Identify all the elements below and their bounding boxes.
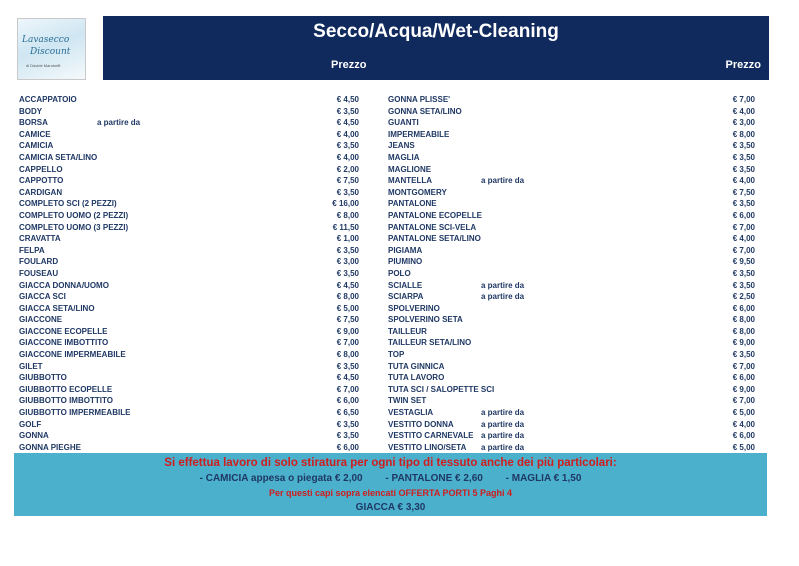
price-row — [19, 187, 359, 199]
item-price: € 4,00 — [732, 419, 755, 429]
price-row — [388, 419, 755, 431]
price-row — [19, 326, 359, 338]
price-row — [388, 256, 755, 268]
item-price: € 4,50 — [336, 95, 359, 104]
price-row — [19, 419, 359, 431]
item-price: € 3,50 — [732, 199, 755, 209]
item-note: a partire da — [481, 280, 525, 290]
item-name: PIUMINO — [388, 257, 423, 267]
item-name: VESTITO CARNEVALE — [388, 431, 474, 441]
item-price: € 4,50 — [336, 373, 359, 383]
item-price: € 6,00 — [732, 210, 755, 220]
price-row — [388, 372, 755, 384]
item-price: € 7,00 — [732, 361, 755, 371]
price-row — [388, 395, 755, 407]
price-row — [19, 395, 359, 407]
price-row — [19, 129, 359, 141]
price-row — [19, 233, 359, 245]
item-name: TUTA SCI / SALOPETTE SCI — [388, 384, 495, 394]
item-note: a partire da — [481, 408, 525, 418]
item-price: € 7,50 — [336, 315, 359, 325]
price-row — [388, 337, 755, 349]
item-name: PIGIAMA — [388, 245, 423, 255]
price-row — [388, 152, 755, 164]
item-name: PANTALONE — [388, 199, 437, 209]
price-row — [388, 222, 755, 234]
item-name: TUTA LAVORO — [388, 373, 445, 383]
item-name: GIACCONE ECOPELLE — [19, 326, 108, 336]
ironing-price-maglia: - MAGLIA € 1,50 — [505, 473, 582, 484]
price-row — [19, 164, 359, 176]
item-name: GONNA PLISSE' — [388, 95, 451, 104]
ironing-prices — [14, 473, 767, 484]
item-price: € 3,50 — [732, 164, 755, 174]
item-price: € 6,00 — [336, 442, 359, 452]
item-name: GIACCA SCI — [19, 292, 66, 302]
item-name: SCIALLE — [388, 280, 423, 290]
item-price: € 3,50 — [336, 106, 359, 116]
page-title: Secco/Acqua/Wet-Cleaning — [313, 21, 559, 42]
item-name: GIACCONE IMBOTTITO — [19, 338, 109, 348]
logo-line-3: di Davide Mandorffi — [26, 63, 61, 68]
item-price: € 7,00 — [336, 384, 359, 394]
price-row — [19, 245, 359, 257]
price-row — [388, 129, 755, 141]
item-name: MONTGOMERY — [388, 187, 447, 197]
item-price: € 4,00 — [732, 176, 755, 186]
item-note: a partire da — [481, 292, 525, 302]
item-price: € 16,00 — [332, 199, 359, 209]
item-name: TAILLEUR SETA/LINO — [388, 338, 472, 348]
item-name: VESTAGLIA — [388, 408, 434, 418]
item-name: BODY — [19, 106, 43, 116]
price-row — [388, 384, 755, 396]
shop-logo — [17, 18, 86, 80]
item-name: GIUBBOTTO IMBOTTITO — [19, 396, 113, 406]
ironing-notice: Si effettua lavoro di solo stiratura per ogni tipo di tessuto anche dei più particolari: — [164, 457, 617, 469]
price-row — [388, 210, 755, 222]
item-price: € 4,50 — [336, 280, 359, 290]
logo-line-1: Lavasecco — [22, 35, 70, 45]
price-row — [19, 106, 359, 118]
item-name: COMPLETO SCI (2 PEZZI) — [19, 199, 117, 209]
item-name: GIUBBOTTO ECOPELLE — [19, 384, 113, 394]
price-row — [388, 326, 755, 338]
price-row — [388, 349, 755, 361]
item-name: MAGLIA — [388, 152, 420, 162]
item-price: € 7,50 — [336, 176, 359, 186]
item-price: € 3,50 — [336, 361, 359, 371]
item-name: GIACCA SETA/LINO — [19, 303, 95, 313]
item-name: BORSA — [19, 118, 48, 128]
item-price: € 3,50 — [732, 350, 755, 360]
item-name: FOULARD — [19, 257, 59, 267]
item-name: ACCAPPATOIO — [19, 95, 77, 104]
item-price: € 9,00 — [336, 326, 359, 336]
price-row — [19, 268, 359, 280]
item-name: COMPLETO UOMO (3 PEZZI) — [19, 222, 129, 232]
item-price: € 8,00 — [732, 315, 755, 325]
item-name: CAPPOTTO — [19, 176, 64, 186]
item-name: CAMICIA — [19, 141, 54, 151]
item-name: TWIN SET — [388, 396, 427, 406]
item-price: € 3,50 — [336, 245, 359, 255]
item-name: MANTELLA — [388, 176, 432, 186]
price-row — [388, 291, 755, 303]
item-price: € 3,50 — [336, 419, 359, 429]
item-price: € 6,00 — [732, 373, 755, 383]
item-name: GILET — [19, 361, 43, 371]
item-name: SPOLVERINO — [388, 303, 440, 313]
item-name: GIUBBOTTO IMPERMEABILE — [19, 408, 131, 418]
item-price: € 5,00 — [732, 408, 755, 418]
item-price: € 5,00 — [732, 442, 755, 452]
item-price: € 7,50 — [732, 187, 755, 197]
price-row — [388, 280, 755, 292]
item-name: GOLF — [19, 419, 42, 429]
item-price: € 4,00 — [336, 152, 359, 162]
price-row — [388, 94, 755, 106]
price-row — [388, 164, 755, 176]
item-price: € 3,50 — [336, 268, 359, 278]
price-list-left — [19, 94, 359, 453]
price-row — [388, 233, 755, 245]
price-row — [19, 314, 359, 326]
item-name: CAMICIA SETA/LINO — [19, 152, 98, 162]
price-row — [19, 384, 359, 396]
item-price: € 9,50 — [732, 257, 755, 267]
logo-line-2: Discount — [30, 47, 71, 57]
item-price: € 4,00 — [732, 106, 755, 116]
item-price: € 7,00 — [732, 396, 755, 406]
item-name: GONNA PIEGHE — [19, 442, 81, 452]
item-price: € 9,00 — [732, 384, 755, 394]
price-header-left: Prezzo — [331, 59, 367, 71]
item-name: PANTALONE SCI-VELA — [388, 222, 477, 232]
item-price: € 3,50 — [336, 187, 359, 197]
item-name: VESTITO DONNA — [388, 419, 454, 429]
price-row — [388, 117, 755, 129]
price-row — [388, 314, 755, 326]
item-price: € 3,50 — [732, 152, 755, 162]
item-name: POLO — [388, 268, 411, 278]
item-name: TOP — [388, 350, 405, 360]
item-name: GIACCA DONNA/UOMO — [19, 280, 109, 290]
price-row — [19, 349, 359, 361]
item-price: € 4,50 — [336, 118, 359, 128]
price-row — [19, 198, 359, 210]
price-list-right — [388, 94, 755, 453]
item-note: a partire da — [97, 118, 141, 128]
price-row — [19, 152, 359, 164]
price-row — [19, 94, 359, 106]
item-price: € 7,00 — [732, 245, 755, 255]
price-row — [388, 442, 755, 454]
item-price: € 8,00 — [336, 210, 359, 220]
item-price: € 4,00 — [732, 234, 755, 244]
item-price: € 6,50 — [336, 408, 359, 418]
price-row — [19, 337, 359, 349]
ironing-price-giacca: GIACCA € 3,30 — [355, 502, 426, 513]
item-name: CAMICE — [19, 129, 51, 139]
offer-notice: Per questi capi sopra elencati OFFERTA PORTI 5 Paghi 4 — [268, 488, 513, 498]
price-row — [19, 430, 359, 442]
item-price: € 5,00 — [336, 303, 359, 313]
item-price: € 3,50 — [732, 141, 755, 151]
item-price: € 3,50 — [732, 280, 755, 290]
footer-panel — [14, 453, 767, 516]
price-row — [19, 222, 359, 234]
price-row — [19, 175, 359, 187]
item-price: € 3,50 — [336, 141, 359, 151]
item-name: GONNA SETA/LINO — [388, 106, 462, 116]
item-name: PANTALONE SETA/LINO — [388, 234, 481, 244]
item-price: € 8,00 — [336, 350, 359, 360]
item-name: IMPERMEABILE — [388, 129, 450, 139]
item-name: JEANS — [388, 141, 415, 151]
item-price: € 3,00 — [732, 118, 755, 128]
item-name: FELPA — [19, 245, 45, 255]
item-name: FOUSEAU — [19, 268, 59, 278]
price-row — [19, 442, 359, 454]
item-price: € 2,00 — [336, 164, 359, 174]
price-row — [388, 361, 755, 373]
item-price: € 9,00 — [732, 338, 755, 348]
price-row — [19, 361, 359, 373]
item-name: CARDIGAN — [19, 187, 63, 197]
item-price: € 8,00 — [732, 326, 755, 336]
item-price: € 7,00 — [336, 338, 359, 348]
item-name: TAILLEUR — [388, 326, 427, 336]
item-name: GONNA — [19, 431, 49, 441]
ironing-price-pantalone: - PANTALONE € 2,60 — [385, 473, 483, 484]
item-name: GIACCONE IMPERMEABILE — [19, 350, 126, 360]
price-row — [19, 407, 359, 419]
price-row — [19, 117, 359, 129]
item-name: GIUBBOTTO — [19, 373, 67, 383]
item-price: € 3,50 — [336, 431, 359, 441]
price-row — [19, 210, 359, 222]
item-note: a partire da — [481, 176, 525, 186]
item-price: € 3,50 — [732, 268, 755, 278]
item-name: SCIARPA — [388, 292, 424, 302]
price-row — [388, 140, 755, 152]
item-note: a partire da — [481, 431, 525, 441]
item-name: MAGLIONE — [388, 164, 432, 174]
item-price: € 1,00 — [336, 234, 359, 244]
item-name: GIACCONE — [19, 315, 63, 325]
item-name: CRAVATTA — [19, 234, 61, 244]
item-name: GUANTI — [388, 118, 419, 128]
item-price: € 11,50 — [332, 222, 359, 232]
price-row — [388, 407, 755, 419]
item-name: CAPPELLO — [19, 164, 63, 174]
price-row — [388, 430, 755, 442]
item-name: VESTITO LINO/SETA — [388, 442, 467, 452]
price-row — [19, 291, 359, 303]
item-price: € 8,00 — [732, 129, 755, 139]
item-price: € 3,00 — [336, 257, 359, 267]
item-price: € 7,00 — [732, 222, 755, 232]
price-row — [19, 280, 359, 292]
item-note: a partire da — [481, 442, 525, 452]
item-price: € 7,00 — [732, 95, 755, 104]
item-price: € 2,50 — [732, 292, 755, 302]
item-name: SPOLVERINO SETA — [388, 315, 463, 325]
item-name: PANTALONE ECOPELLE — [388, 210, 482, 220]
price-header-right: Prezzo — [725, 59, 761, 71]
item-name: TUTA GINNICA — [388, 361, 445, 371]
price-row — [388, 303, 755, 315]
price-row — [388, 175, 755, 187]
price-row — [388, 187, 755, 199]
ironing-price-camicia: - CAMICIA appesa o piegata € 2,00 — [199, 473, 363, 484]
price-row — [19, 140, 359, 152]
price-row — [388, 245, 755, 257]
item-price: € 6,00 — [732, 431, 755, 441]
item-name: COMPLETO UOMO (2 PEZZI) — [19, 210, 129, 220]
price-row — [19, 372, 359, 384]
price-row — [388, 198, 755, 210]
price-row — [19, 303, 359, 315]
price-row — [19, 256, 359, 268]
item-price: € 6,00 — [336, 396, 359, 406]
item-note: a partire da — [481, 419, 525, 429]
item-price: € 4,00 — [336, 129, 359, 139]
price-row — [388, 268, 755, 280]
price-row — [388, 106, 755, 118]
item-price: € 8,00 — [336, 292, 359, 302]
item-price: € 6,00 — [732, 303, 755, 313]
header-banner — [103, 16, 769, 80]
